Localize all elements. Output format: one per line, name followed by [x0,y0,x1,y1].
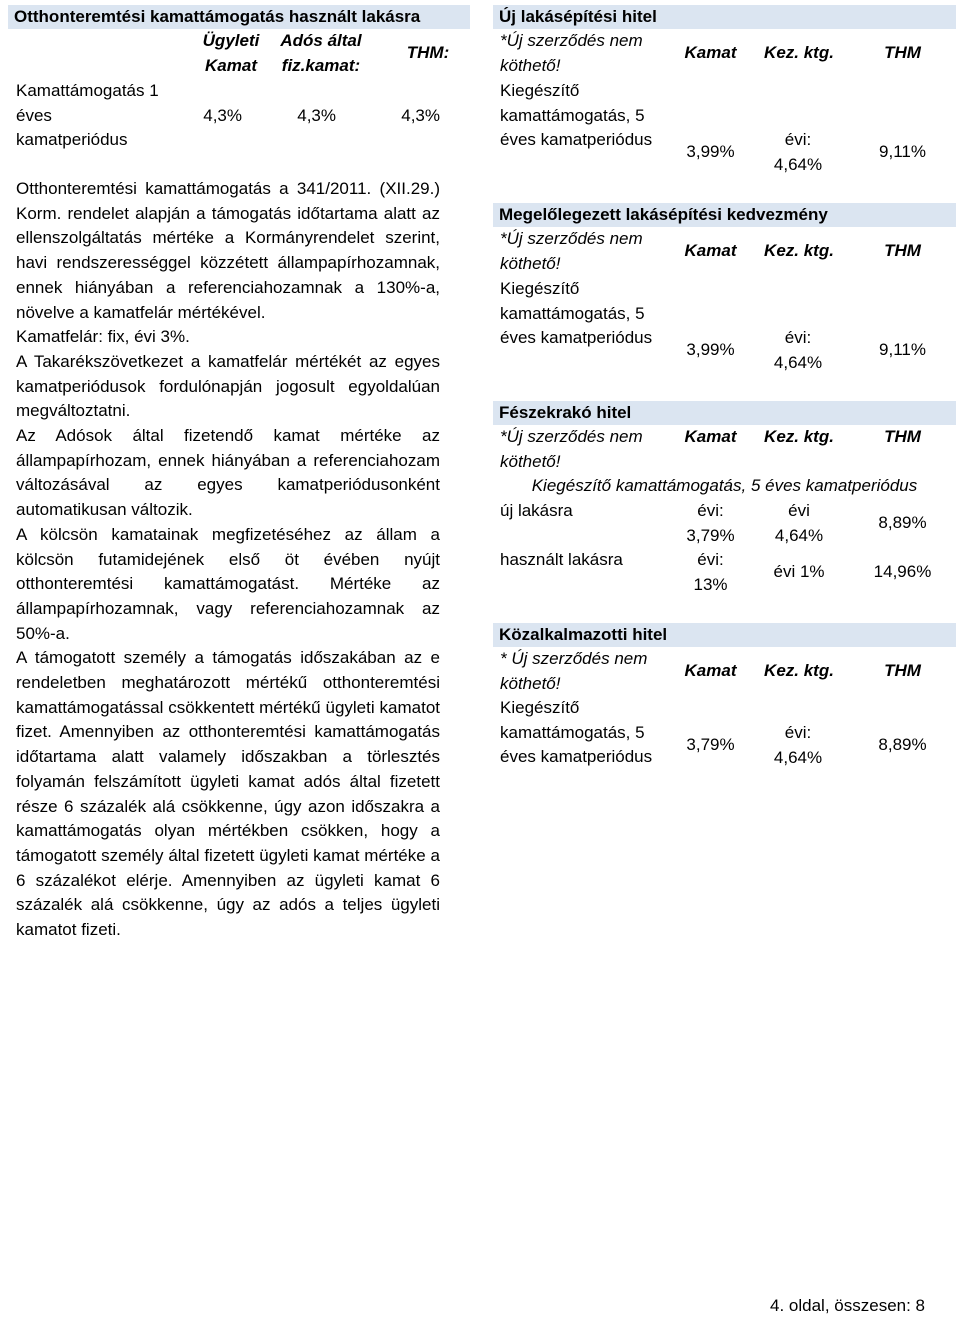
col-header-kamat: Kamat [684,241,737,260]
row-label-hasznalt: használt lakásra [500,550,623,569]
product-kozalkalmazotti [493,623,956,821]
col-header-kamat: Kamat [684,427,737,446]
paragraph: A támogatott személy a támogatás időszakában az e rendeletben meghatározott mértékű otthonteremtési kamattámogatással csökkentett mértékű ügyleti kamatot fizet. Amennyiben az otthonteremtési kamattámogatás időtartama alatt valamely időszakban a törlesztés folyamán felszámított ügyleti kamat adós által fizetett része 6 százalék alá csökkenne, úgy azon időszakra a kamattámogatás olyan mértékben csökken, hogy a támogatott személy által fizetett ügyleti kamat mértéke a 6 százalékot elérje. Amennyiben az ügyleti kamat 6 százalék alá csökkenne, úgy az adós a teljes ügyleti kamatot fizeti. [16,648,440,940]
col-header-thm: THM [884,241,921,260]
page-footer: 4. oldal, összesen: 8 [770,1296,925,1315]
col-header-ados: Adós által fiz.kamat: [280,31,362,75]
value-thm: 9,11% [879,142,926,161]
product-label: Kiegészítő kamattámogatás, 5 éves kamatperiódus [500,698,653,767]
col-header-ugyleti: Ügyleti Kamat [202,31,260,75]
paragraph: Az Adósok által fizetendő kamat mértéke az állampapírhozam, ennek hiányában a referenciahozam változásával az egyes kamatperiódusonként automatikusan változik. [16,426,440,520]
paragraph: A Takarékszövetkezet a kamatfelár mértékét az egyes kamatperiódusok fordulónapján jogosult egyoldalúan megváltoztatni. [16,351,440,421]
row-label: Kamattámogatás 1 éves kamatperiódus [16,81,159,150]
value-kez-ktg: évi 4,64% [774,501,824,545]
row-label-uj: új lakásra [500,501,573,520]
product-header: Közalkalmazotti hitel [493,623,956,647]
value-thm: 4,3% [401,105,440,125]
value-kamat: 3,79% [686,735,735,754]
value-thm: 8,89% [878,513,927,532]
col-header-thm: THM: [406,43,450,62]
value-kamat: évi: 13% [693,550,728,594]
col-header-kez-ktg: Kez. ktg. [764,241,834,260]
product-header: Fészekrakó hitel [493,401,956,425]
product-subheader: Kiegészítő kamattámogatás, 5 éves kamatperiódus [531,476,918,495]
value-kamat: 3,99% [686,142,735,161]
value-kez-ktg: évi: 4,64% [773,328,823,372]
col-header-kamat: Kamat [684,43,737,62]
right-column [493,5,956,821]
paragraph: A kölcsön kamatainak megfizetéséhez az állam a kölcsön futamidejének első öt évében nyújt otthonteremtési kamattámogatást. Mértéke az állampapírhozamnak, vagy referenciahozamnak az 50%-a. [16,524,440,643]
product-uj-lakasepitesi [493,5,956,203]
col-header-thm: THM [884,427,921,446]
product-note: *Új szerződés nem köthető! [500,427,643,471]
product-note: * Új szerződés nem köthető! [500,649,648,693]
col-header-kez-ktg: Kez. ktg. [764,661,834,680]
product-header: Új lakásépítési hitel [493,5,956,29]
col-header-kez-ktg: Kez. ktg. [764,43,834,62]
product-megelolegezett [493,203,956,401]
value-thm: 14,96% [873,562,932,581]
value-thm: 8,89% [878,735,927,754]
col-header-thm: THM [884,661,921,680]
value-ados: 4,3% [297,105,336,125]
col-header-kez-ktg: Kez. ktg. [764,427,834,446]
rate-table-row [8,79,470,154]
product-label: Kiegészítő kamattámogatás, 5 éves kamatperiódus [500,279,653,348]
col-header-kamat: Kamat [684,661,737,680]
value-kamat: évi: 3,79% [686,501,735,545]
value-ugyleti: 4,3% [203,105,242,125]
col-header-thm: THM [884,43,921,62]
value-kez-ktg: évi: 4,64% [773,130,823,174]
value-kez-ktg: évi 1% [773,562,825,581]
value-kez-ktg: évi: 4,64% [773,723,823,767]
product-feszekrako [493,401,956,623]
product-note: *Új szerződés nem köthető! [500,229,643,273]
rate-table-header [8,29,470,79]
product-header: Megelőlegezett lakásépítési kedvezmény [493,203,956,227]
product-note: *Új szerződés nem köthető! [500,31,643,75]
section-header: Otthonteremtési kamattámogatás használt lakásra [8,5,470,29]
value-kamat: 3,99% [686,340,735,359]
value-thm: 9,11% [879,340,926,359]
body-text [8,177,470,943]
paragraph: Kamatfelár: fix, évi 3%. [16,327,190,347]
left-column [8,5,470,943]
product-label: Kiegészítő kamattámogatás, 5 éves kamatperiódus [500,81,653,150]
paragraph: Otthonteremtési kamattámogatás a 341/2011. (XII.29.) Korm. rendelet alapján a támogatás időtartama alatt az ellenszolgáltatás mértéke a Kormányrendelet szerint, havi rendszerességgel közzétett állampapírhozamnak, ennek hiányában a referenciahozamnak a 130%-a, növelve a kamatfelár mértékével. [16,179,440,322]
